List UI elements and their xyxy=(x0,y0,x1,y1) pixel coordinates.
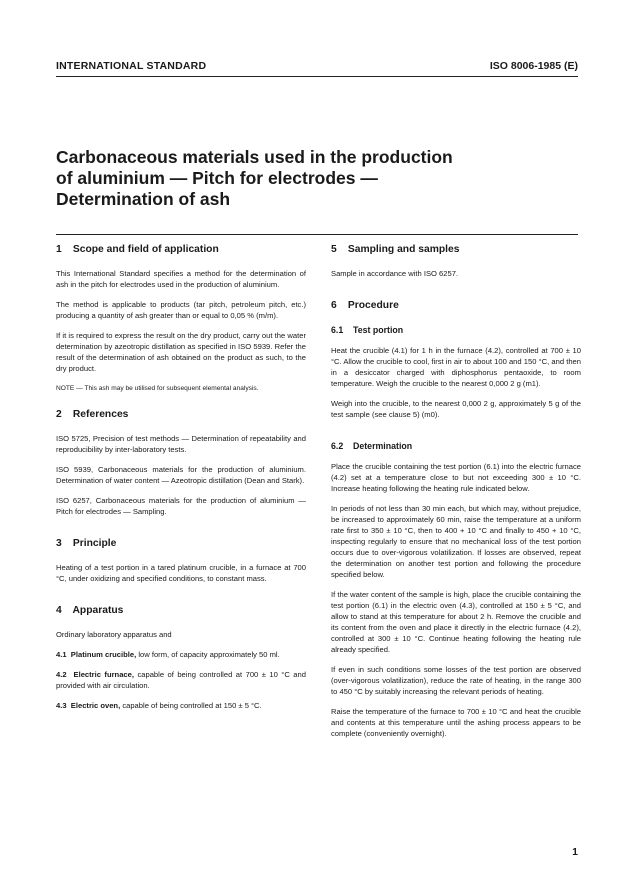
page-number: 1 xyxy=(572,846,578,858)
apparatus-item-4-2: 4.2 Electric furnace, capable of being controlled at 700 ± 10 °C and provided with air circulation. xyxy=(56,670,306,690)
s1-note: NOTE — This ash may be utilised for subsequent elemental analysis. xyxy=(56,385,259,392)
right-column xyxy=(331,243,581,748)
s5-paragraph: Sample in accordance with ISO 6257. xyxy=(331,269,459,278)
s1-paragraph-1: This International Standard specifies a method for the determination of ash in the pitch for electrodes used in the production of aluminium. xyxy=(56,269,306,289)
title-line-2: of aluminium — Pitch for electrodes — xyxy=(56,168,378,188)
title-line-3: Determination of ash xyxy=(56,189,231,209)
s6-2-paragraph-2: In periods of not less than 30 min each, but which may, without prejudice, be increased to approximately 60 min, raise the temperature at a uniform rate first to 350 ± 10 °C, then to 400 + 10 °C and finally to 450 + 10 °C, inspecting regularly to ensure that no mechanical loss of the test portion occurs due to over-vigorous volatilization. If losses are observed, repeat the determination on another test portion and following the procedure specified below. xyxy=(331,504,581,579)
header-standard-label: INTERNATIONAL STANDARD xyxy=(56,60,207,72)
s1-paragraph-3: If it is required to express the result on the dry product, carry out the water determination by azeotropic distillation as specified in ISO 5939. Refer the result of the determination of ash obtained on the product as such, to the dry product. xyxy=(56,331,306,373)
title-rule xyxy=(56,234,578,235)
s3-paragraph: Heating of a test portion in a tared platinum crucible, in a furnace at 700 °C, under oxidizing and specified conditions, to constant mass. xyxy=(56,563,306,583)
section-3-heading: 3 Principle xyxy=(56,538,117,549)
s6-1-paragraph-2: Weigh into the crucible, to the nearest 0,000 2 g, approximately 5 g of the test sample (see clause 5) (m0). xyxy=(331,399,581,419)
subsection-6-1-heading: 6.1 Test portion xyxy=(331,325,404,335)
left-column xyxy=(56,243,306,720)
reference-iso-5939: ISO 5939, Carbonaceous materials for the production of aluminium. Determination of water content — Azeotropic distillation (Dean and Stark). xyxy=(56,465,306,485)
s6-2-paragraph-4: If even in such conditions some losses of the test portion are observed (over-vigorous volatilization), reduce the rate of heating, in the range 300 to 450 °C by suitably increasing the relevant periods of heating. xyxy=(331,665,581,696)
s6-2-paragraph-3: If the water content of the sample is high, place the crucible containing the test portion (6.1) in the electric oven (4.3), controlled at 150 ± 5 °C, and allow to stand at this temperature for about 2 h. Remove the crucible and its content from the oven and place it directly in the electric furnace (4.2), controlled at 300 ± 10 °C. Continue heating following the heating rule already specified. xyxy=(331,590,581,654)
subsection-6-2-heading: 6.2 Determination xyxy=(331,441,413,451)
s1-paragraph-2: The method is applicable to products (tar pitch, petroleum pitch, etc.) producing a quantity of ash greater than or equal to 0,05 % (m/m). xyxy=(56,300,306,320)
s4-intro: Ordinary laboratory apparatus and xyxy=(56,630,172,639)
document-title xyxy=(56,147,526,210)
s6-1-paragraph-1: Heat the crucible (4.1) for 1 h in the furnace (4.2), controlled at 700 ± 10 °C. Allow the crucible to cool, first in air to about 100 and 150 °C, and then in a desiccator charged with diphosphorus pentaoxide, to room temperature. Weigh the crucible to the nearest 0,000 2 g (m1). xyxy=(331,346,581,388)
s6-2-paragraph-1: Place the crucible containing the test portion (6.1) into the electric furnace (4.2) set at a temperature close to but not exceeding 300 ± 10 °C. Increase heating following the heating rule indicated below. xyxy=(331,462,581,493)
page-header xyxy=(56,54,578,77)
apparatus-item-4-3: 4.3 Electric oven, capable of being controlled at 150 ± 5 °C. xyxy=(56,701,262,710)
apparatus-item-4-1: 4.1 Platinum crucible, low form, of capacity approximately 50 ml. xyxy=(56,650,280,659)
reference-iso-5725: ISO 5725, Precision of test methods — Determination of repeatability and reproducibility by inter-laboratory tests. xyxy=(56,434,306,454)
section-4-heading: 4 Apparatus xyxy=(56,605,124,616)
title-line-1: Carbonaceous materials used in the production xyxy=(56,147,453,167)
reference-iso-6257: ISO 6257, Carbonaceous materials for the production of aluminium — Pitch for electrodes — Sampling. xyxy=(56,496,306,516)
section-1-heading: 1 Scope and field of application xyxy=(56,244,219,255)
section-6-heading: 6 Procedure xyxy=(331,300,399,311)
section-5-heading: 5 Sampling and samples xyxy=(331,244,460,255)
section-2-heading: 2 References xyxy=(56,409,129,420)
s6-2-paragraph-5: Raise the temperature of the furnace to 700 ± 10 °C and heat the crucible and contents at this temperature until the ashing process appears to be complete (conveniently overnight). xyxy=(331,707,581,738)
header-doc-number: ISO 8006-1985 (E) xyxy=(489,60,578,72)
